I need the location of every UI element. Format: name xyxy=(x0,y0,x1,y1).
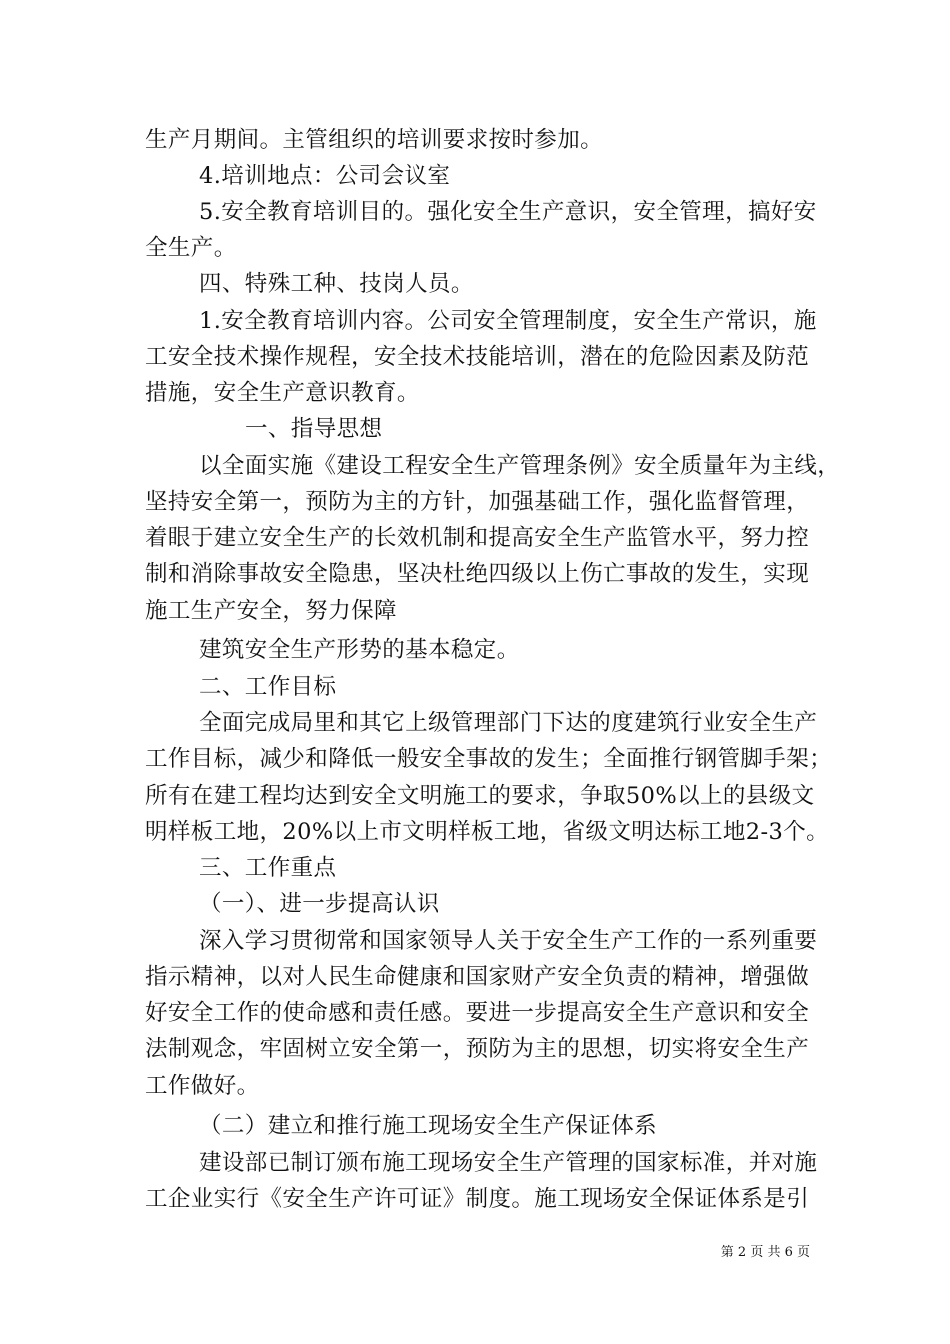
text-line-11: 坚持安全第一，预防为主的方针，加强基础工作，强化监督管理， xyxy=(145,489,810,515)
text-line-26: 法制观念，牢固树立安全第一，预防为主的思想，切实将安全生产 xyxy=(145,1036,810,1062)
text-line-1: 生产月期间。主管组织的培训要求按时参加。 xyxy=(145,127,604,153)
section-heading-special-workers: 四、特殊工种、技岗人员。 xyxy=(199,271,474,297)
text-line-20: 明样板工地，20%以上市文明样板工地，省级文明达标工地2-3个。 xyxy=(145,819,830,845)
text-line-4: 全生产。 xyxy=(145,235,237,261)
text-line-15: 建筑安全生产形势的基本稳定。 xyxy=(199,637,520,663)
text-line-8: 措施，安全生产意识教育。 xyxy=(145,380,420,406)
text-line-27: 工作做好。 xyxy=(145,1073,260,1099)
text-line-17: 全面完成局里和其它上级管理部门下达的度建筑行业安全生产 xyxy=(199,710,818,736)
text-line-24: 指示精神，以对人民生命健康和国家财产安全负责的精神，增强做 xyxy=(145,964,810,990)
text-line-2: 4.培训地点：公司会议室 xyxy=(199,163,451,189)
text-line-14: 施工生产安全，努力保障 xyxy=(145,598,397,624)
section-heading-work-goals: 二、工作目标 xyxy=(199,674,337,700)
text-line-7: 工安全技术操作规程，安全技术技能培训，潜在的危险因素及防范 xyxy=(145,344,810,370)
text-line-18: 工作目标，减少和降低一般安全事故的发生；全面推行钢管脚手架； xyxy=(145,746,833,772)
text-line-13: 制和消除事故安全隐患，坚决杜绝四级以上伤亡事故的发生，实现 xyxy=(145,561,810,587)
text-line-3: 5.安全教育培训目的。强化安全生产意识，安全管理，搞好安 xyxy=(199,199,817,225)
subsection-heading-2: （二）建立和推行施工现场安全生产保证体系 xyxy=(199,1113,658,1139)
subsection-heading-1: （一）、进一步提高认识 xyxy=(199,891,440,917)
text-line-6: 1.安全教育培训内容。公司安全管理制度，安全生产常识，施 xyxy=(199,308,817,334)
text-line-25: 好安全工作的使命感和责任感。要进一步提高安全生产意识和安全 xyxy=(145,1000,810,1026)
text-line-23: 深入学习贯彻常和国家领导人关于安全生产工作的一系列重要 xyxy=(199,928,818,954)
text-line-19: 所有在建工程均达到安全文明施工的要求，争取50%以上的县级文 xyxy=(145,783,815,809)
section-heading-work-focus: 三、工作重点 xyxy=(199,855,337,881)
text-line-12: 着眼于建立安全生产的长效机制和提高安全生产监管水平，努力控 xyxy=(145,525,810,551)
text-line-30: 工企业实行《安全生产许可证》制度。施工现场安全保证体系是引 xyxy=(145,1186,810,1212)
section-heading-guiding-ideology: 一、指导思想 xyxy=(245,416,383,442)
text-line-29: 建设部已制订颁布施工现场安全生产管理的国家标准，并对施 xyxy=(199,1150,818,1176)
page-number: 第 2 页 共 6 页 xyxy=(720,1245,810,1260)
text-line-10: 以全面实施《建设工程安全生产管理条例》安全质量年为主线， xyxy=(199,453,841,479)
